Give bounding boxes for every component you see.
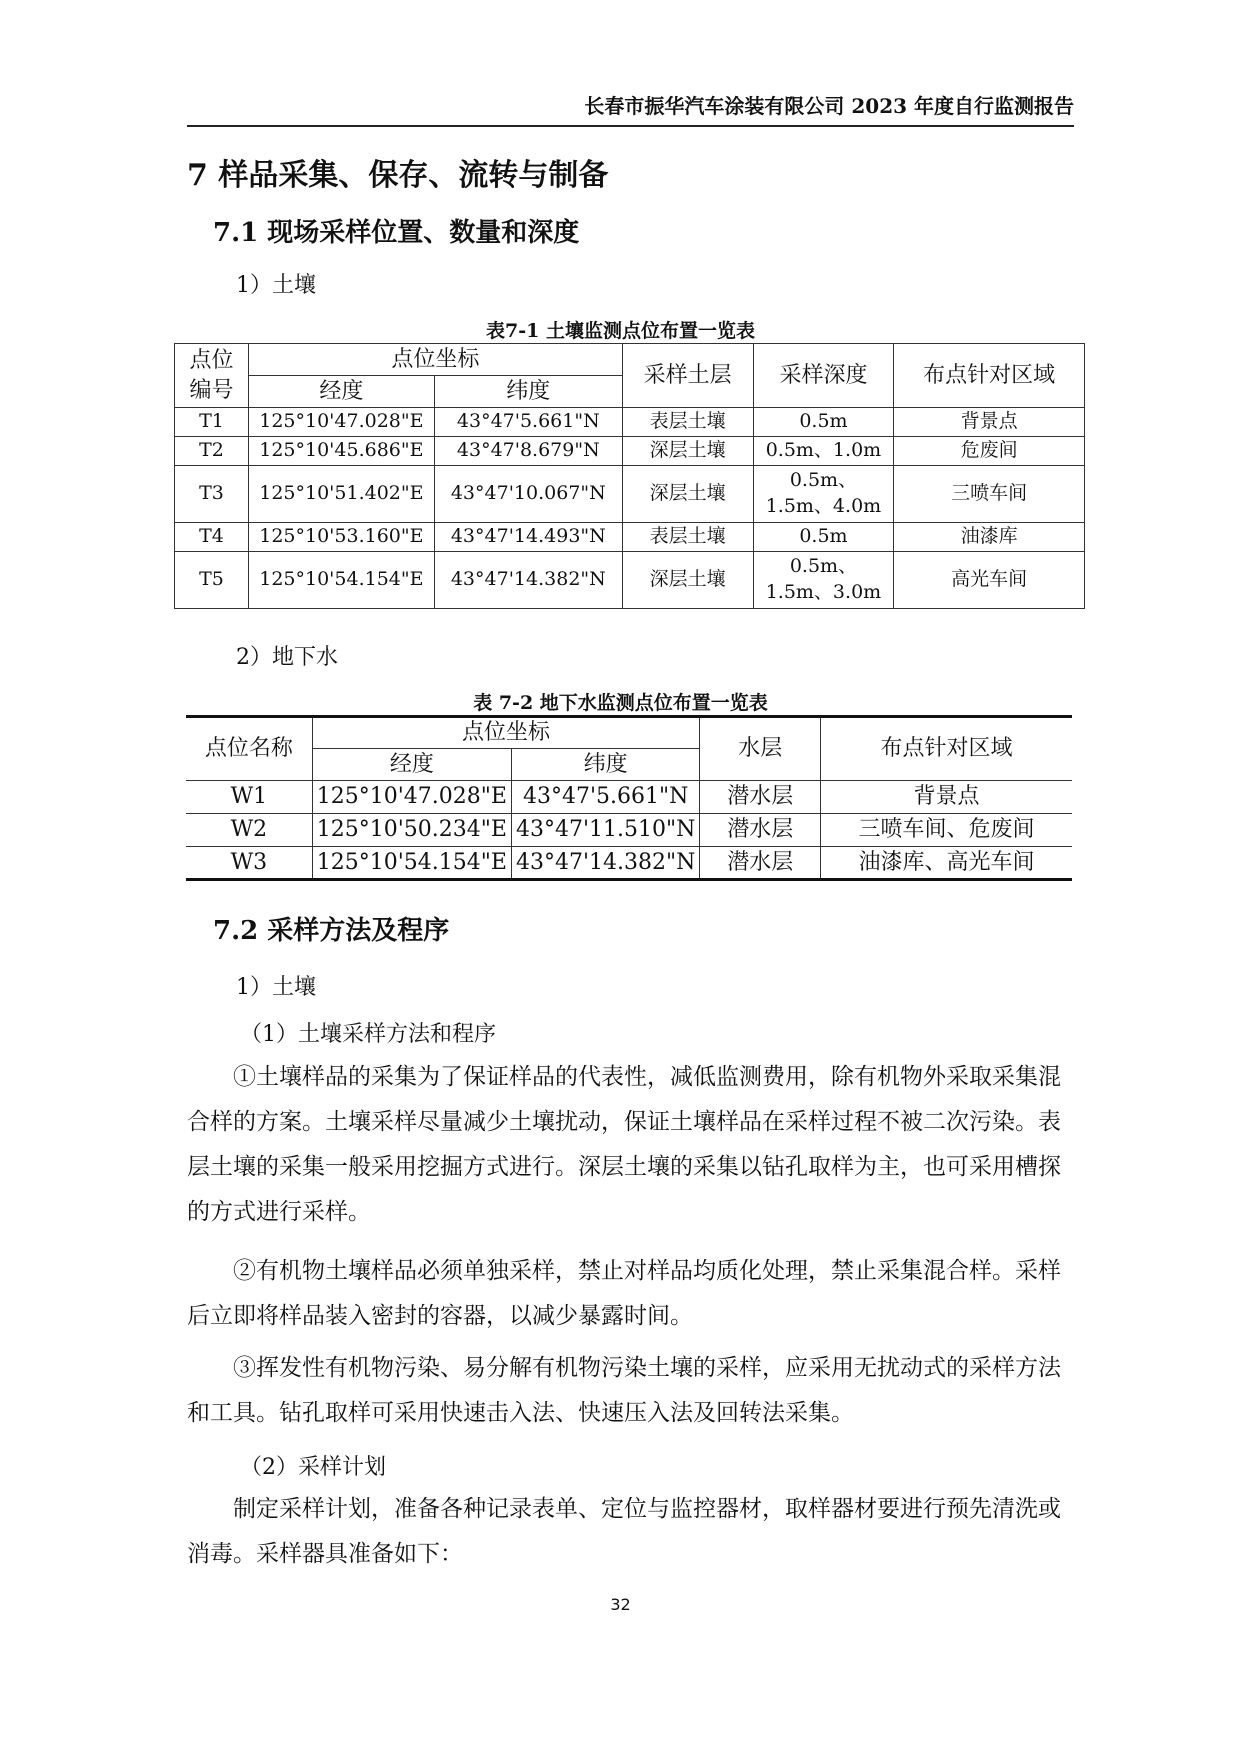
header-target-area: 布点针对区域: [821, 717, 1072, 781]
section-7-1-title: 7.1 现场采样位置、数量和深度: [213, 218, 580, 248]
cell-layer: 深层土壤: [622, 552, 753, 609]
cell-area: 油漆库、高光车间: [821, 847, 1072, 880]
cell-depth: 0.5m、 1.5m、4.0m: [753, 466, 894, 523]
cell-layer: 深层土壤: [622, 437, 753, 466]
cell-depth: 0.5m: [753, 523, 894, 552]
cell-area: 三喷车间: [894, 466, 1085, 523]
cell-area: 背景点: [894, 408, 1085, 437]
cell-area: 油漆库: [894, 523, 1085, 552]
cell-id: T3: [175, 466, 249, 523]
section-7-title: 7 样品采集、保存、流转与制备: [187, 158, 609, 193]
cell-layer: 潜水层: [700, 814, 821, 847]
table-7-2-caption: 表 7-2 地下水监测点位布置一览表: [473, 692, 768, 714]
groundwater-label: 2）地下水: [236, 645, 338, 670]
cell-longitude: 125°10'54.154"E: [248, 552, 434, 609]
sampling-plan-heading: （2）采样计划: [240, 1455, 386, 1480]
soil-label: 1）土壤: [236, 273, 316, 298]
cell-depth: 0.5m: [753, 408, 894, 437]
table-row: [175, 408, 1085, 437]
cell-latitude: 43°47'14.382"N: [434, 552, 622, 609]
header-coordinates: 点位坐标: [312, 717, 700, 749]
cell-longitude: 125°10'47.028"E: [248, 408, 434, 437]
cell-name: W3: [186, 847, 312, 880]
header-target-area: 布点针对区域: [894, 344, 1085, 408]
page-header: 长春市振华汽车涂装有限公司 2023 年度自行监测报告: [187, 90, 1074, 127]
table-row: [186, 781, 1072, 814]
cell-depth: 0.5m、1.0m: [753, 437, 894, 466]
cell-layer: 表层土壤: [622, 523, 753, 552]
cell-depth: 0.5m、 1.5m、3.0m: [753, 552, 894, 609]
cell-area: 高光车间: [894, 552, 1085, 609]
cell-longitude: 125°10'47.028"E: [312, 781, 511, 814]
cell-name: W1: [186, 781, 312, 814]
cell-area: 背景点: [821, 781, 1072, 814]
cell-layer: 深层土壤: [622, 466, 753, 523]
header-point-name: 点位名称: [186, 717, 312, 781]
cell-layer: 潜水层: [700, 781, 821, 814]
cell-latitude: 43°47'5.661"N: [511, 781, 699, 814]
soil-label-2: 1）土壤: [236, 975, 316, 1000]
header-longitude: 经度: [312, 749, 511, 781]
section-7-2-title: 7.2 采样方法及程序: [213, 916, 450, 946]
cell-latitude: 43°47'11.510"N: [511, 814, 699, 847]
cell-latitude: 43°47'14.382"N: [511, 847, 699, 880]
soil-monitoring-table: [174, 343, 1085, 609]
table-row: [186, 814, 1072, 847]
page-number: 32: [610, 1595, 631, 1614]
cell-id: T2: [175, 437, 249, 466]
cell-longitude: 125°10'45.686"E: [248, 437, 434, 466]
header-latitude: 纬度: [511, 749, 699, 781]
table-row: [175, 523, 1085, 552]
header-soil-layer: 采样土层: [622, 344, 753, 408]
header-point-id: 点位 编号: [175, 344, 249, 408]
cell-latitude: 43°47'10.067"N: [434, 466, 622, 523]
cell-longitude: 125°10'51.402"E: [248, 466, 434, 523]
cell-id: T1: [175, 408, 249, 437]
cell-latitude: 43°47'14.493"N: [434, 523, 622, 552]
header-latitude: 纬度: [434, 376, 622, 408]
header-depth: 采样深度: [753, 344, 894, 408]
cell-latitude: 43°47'5.661"N: [434, 408, 622, 437]
paragraph-3: ③挥发性有机物污染、易分解有机物污染土壤的采样，应采用无扰动式的采样方法和工具。钻孔取样可采用快速击入法、快速压入法及回转法采集。: [187, 1355, 1061, 1426]
table-7-1-caption: 表7-1 土壤监测点位布置一览表: [486, 320, 755, 342]
table-row: [175, 552, 1085, 609]
cell-id: T5: [175, 552, 249, 609]
table-row: [186, 847, 1072, 880]
table-row: [175, 466, 1085, 523]
cell-latitude: 43°47'8.679"N: [434, 437, 622, 466]
header-coordinates: 点位坐标: [248, 344, 622, 376]
cell-longitude: 125°10'54.154"E: [312, 847, 511, 880]
cell-layer: 潜水层: [700, 847, 821, 880]
groundwater-monitoring-table: [186, 715, 1072, 881]
paragraph-2: ②有机物土壤样品必须单独采样，禁止对样品均质化处理，禁止采集混合样。采样后立即将样品装入密封的容器，以减少暴露时间。: [187, 1258, 1061, 1329]
soil-sampling-method-heading: （1）土壤采样方法和程序: [240, 1022, 496, 1047]
paragraph-1: ①土壤样品的采集为了保证样品的代表性，减低监测费用，除有机物外采取采集混合样的方案。土壤采样尽量减少土壤扰动，保证土壤样品在采样过程不被二次污染。表层土壤的采集一般采用挖掘方式进行。深层土壤的采集以钻孔取样为主，也可采用槽探的方式进行采样。: [187, 1064, 1061, 1225]
cell-longitude: 125°10'50.234"E: [312, 814, 511, 847]
cell-id: T4: [175, 523, 249, 552]
header-water-layer: 水层: [700, 717, 821, 781]
table-row: [175, 437, 1085, 466]
header-longitude: 经度: [248, 376, 434, 408]
cell-area: 三喷车间、危废间: [821, 814, 1072, 847]
cell-longitude: 125°10'53.160"E: [248, 523, 434, 552]
cell-area: 危废间: [894, 437, 1085, 466]
cell-layer: 表层土壤: [622, 408, 753, 437]
paragraph-4: 制定采样计划，准备各种记录表单、定位与监控器材，取样器材要进行预先清洗或消毒。采样器具准备如下：: [187, 1496, 1061, 1567]
cell-name: W2: [186, 814, 312, 847]
